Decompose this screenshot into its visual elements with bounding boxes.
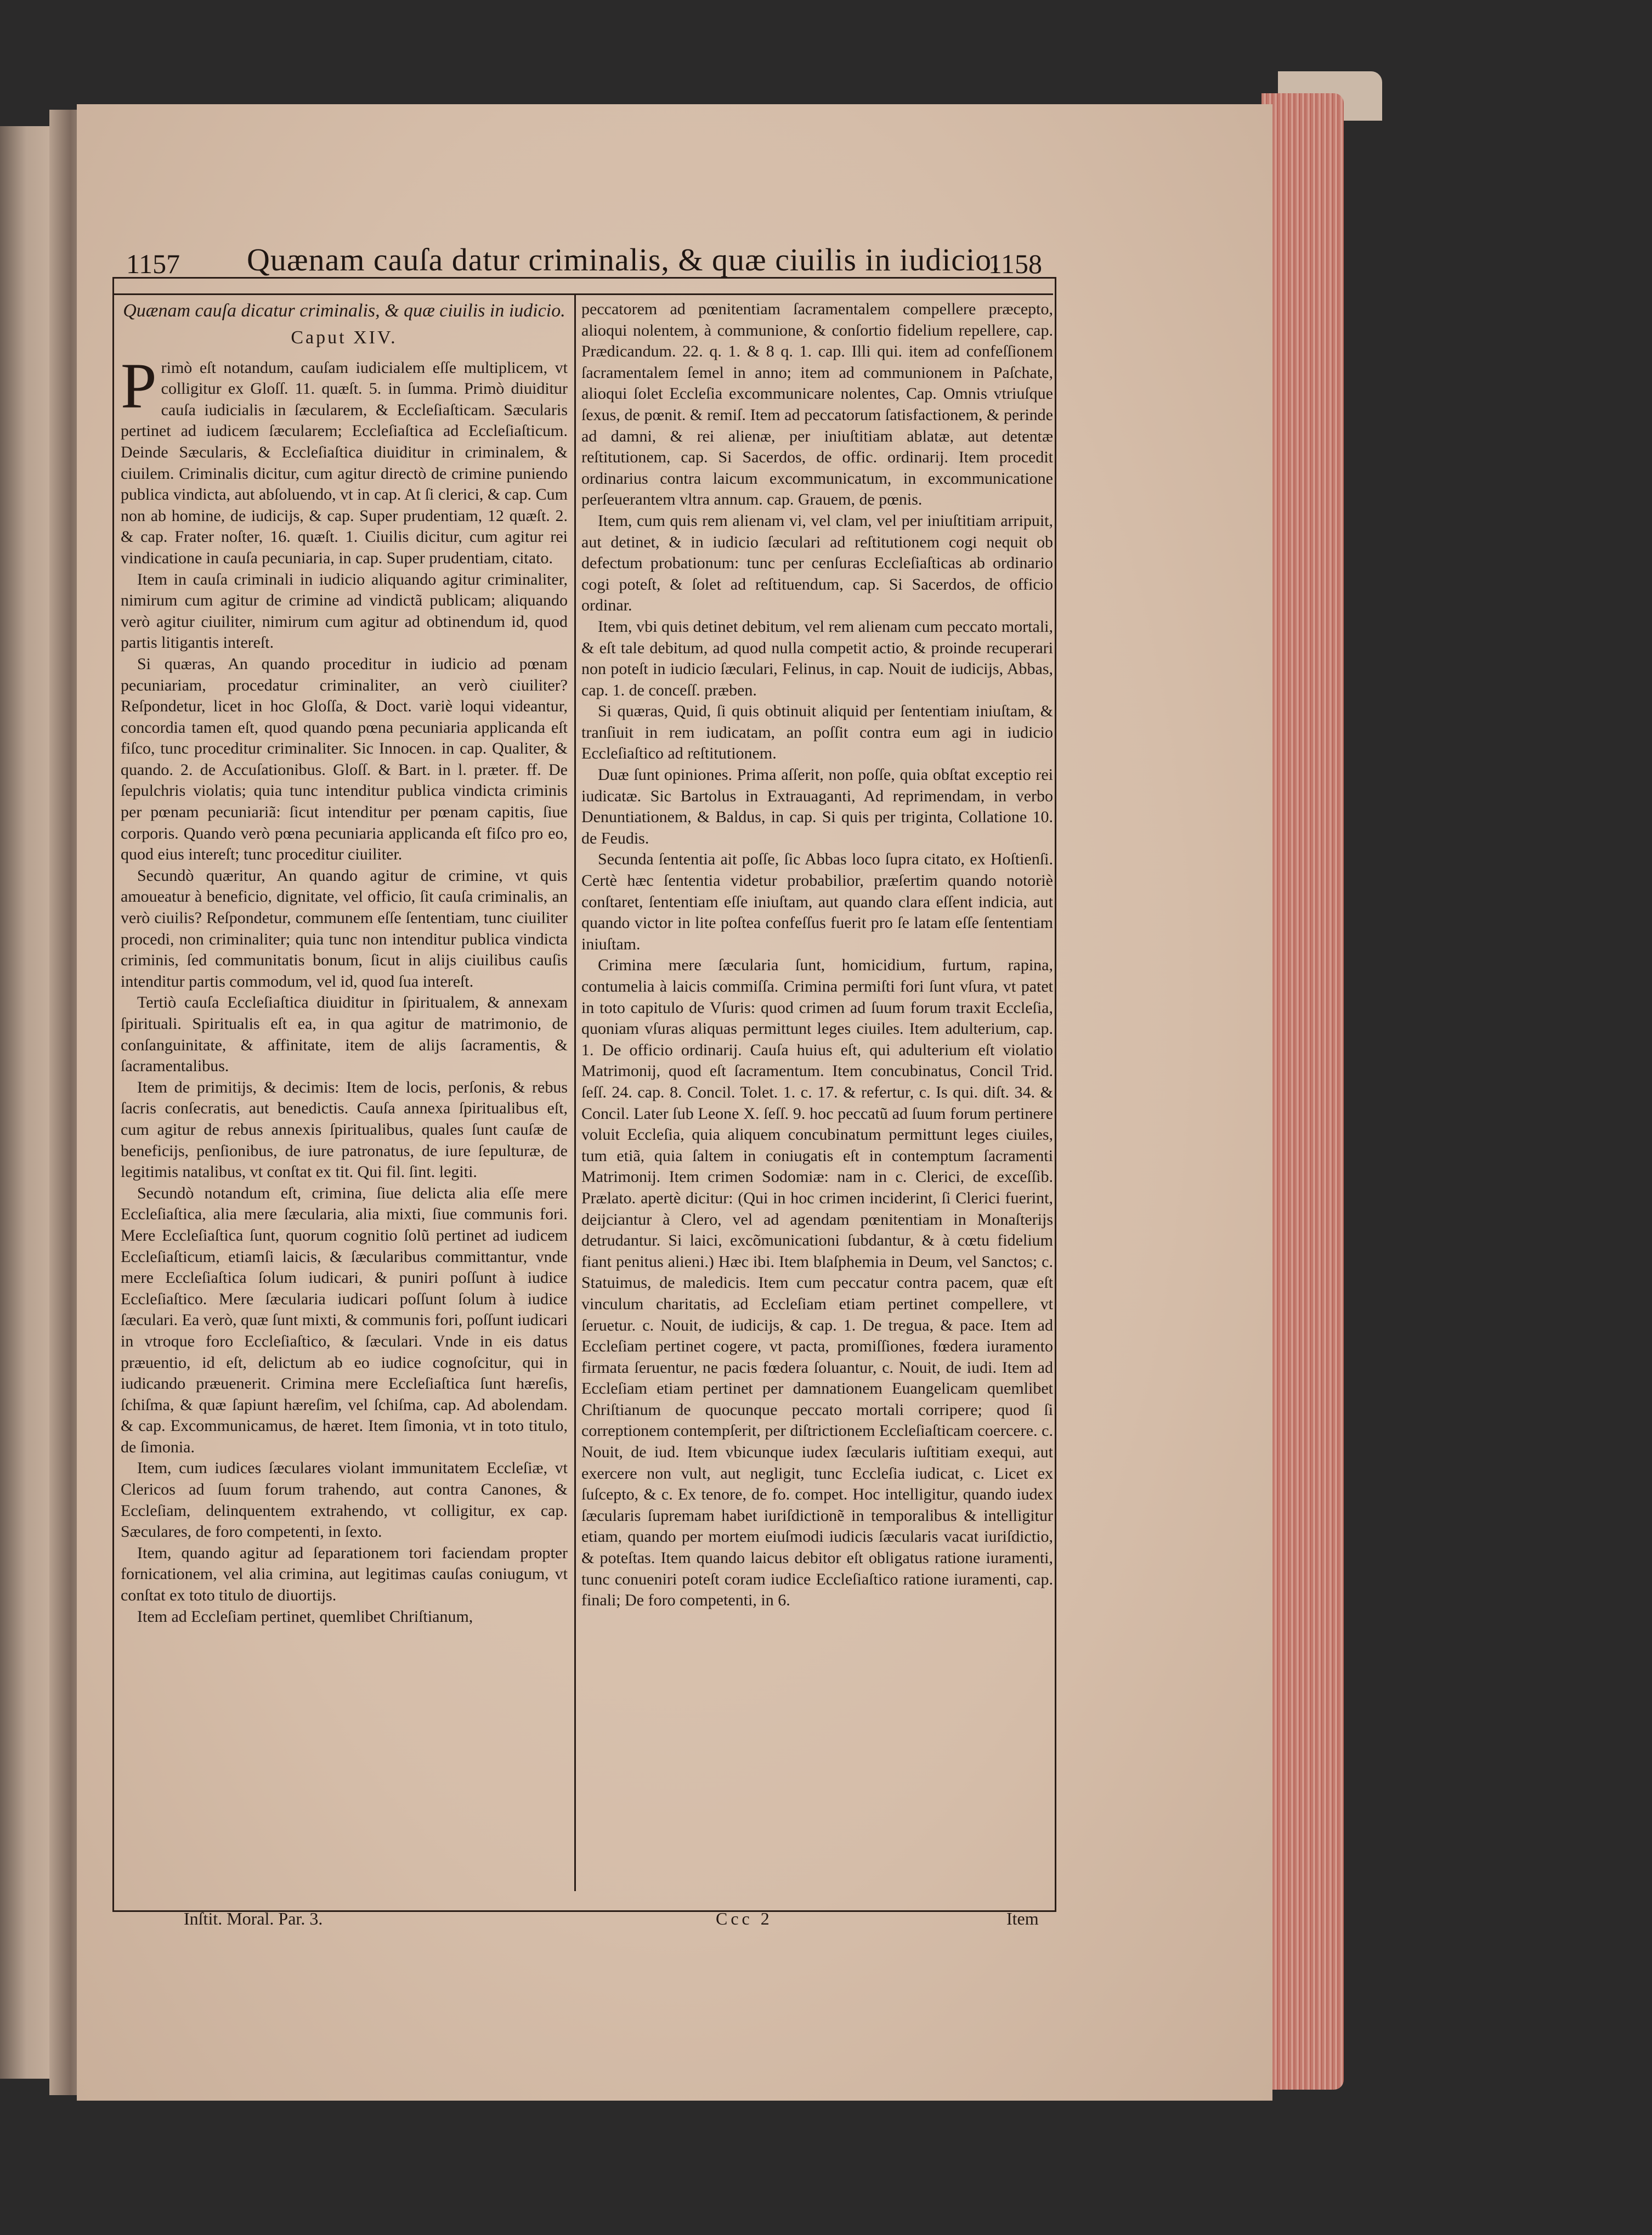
page-number-right: 1158 bbox=[988, 248, 1042, 279]
paragraph: Crimina mere ſæcularia ſunt, homicidium, furtum, rapina, contumelia à laicis commiſſa. Crimina permiſti fori ſunt vſura, vt patet in toto capitulo de Vſuris: quod crimen ad ſuum forum traxit Eccleſia, quoniam vſuras aliquas permittunt leges ciuiles. Item adulterium, cap. 1. De officio ordinarij. Cauſa huius eſt, qui adulterium eſt violatio Matrimonij, quod eſt ſacramentum. Item concubinatus, Concil Trid. ſeſſ. 24. cap. 8. Concil. Tolet. 1. c. 17. & refertur, c. Is qui. diſt. 34. & Concil. Later ſub Leone X. ſeſſ. 9. hoc peccatũ ad ſuum forum pertinere voluit Eccleſia, quia aliquem concubinatum permittunt leges ciuiles, tum etiã, quia ſaltem in coniugatis eſt in contemptum ſacramenti Matrimonij. Item crimen Sodomiæ: nam in c. Clerici, de exceſſib. Prælato. apertè dicitur: (Qui in hoc crimen inciderint, ſi Clerici fuerint, deijciantur à Clero, vel ad agendam pœnitentiam in Monaſterijs detrudantur. Si laici, excõmunicationi ſubdantur, & à cœtu fidelium fiant penitus alieni.) Hæc ibi. Item blaſphemia in Deum, vel Sanctos; c. Statuimus, de maledicis. Item cum peccatur contra pacem, quæ eſt vinculum charitatis, ad Eccleſiam etiam pertinet compellere, vt ſeruetur. c. Nouit, de iudicijs, & cap. 1. De tregua, & pace. Item ad Eccleſiam pertinet cogere, vt pacta, promiſſiones, fœdera iuramento firmata ſeruentur, ne pacis fœdera ſoluantur, c. Nouit, de iudi. Item ad Eccleſiam etiam pertinet per damnationem Euangelicam quemlibet Chriſtianum de quocunque peccato mortali corripere; quod ſi correptionem contempſerit, per diſtrictionem Eccleſiaſticam coercere. c. Nouit, de iud. Item vbicunque iudex ſæcularis iuſtitiam exequi, aut exercere non vult, aut negligit, tunc Eccleſia iudicat, c. Licet ex ſuſcepto, & c. Ex tenore, de fo. compet. Hoc intelligitur, quando iudex ſæcularis ſupremam habet iuriſdictionẽ in temporalibus & intelligitur etiam, quando per mortem eiuſmodi iudicis ſæcularis vacat iuriſdictio, & poteſtas. Item quando laicus debitor eſt obligatus ratione iuramenti, tunc conueniri poteſt coram iudice Eccleſiaſtico ratione iuramenti, cap. finali; De foro competenti, in 6. bbox=[581, 956, 1053, 1610]
chapter-number: Caput XIV. bbox=[291, 327, 398, 348]
paragraph: Secundò quæritur, An quando agitur de crimine, vt quis amoueatur à beneficio, dignitate, vel officio, ſit cauſa criminalis, an verò ciuilis? Reſpondetur, communem eſſe ſententiam, tunc ciuiliter procedi, non criminaliter; quia tunc non intenditur publica vindicta criminis, ſed communitatis bonum, ſicut in alijs ciuilibus cauſis intenditur partis commodum, vel id, quod ſua intereſt. bbox=[121, 866, 568, 991]
paragraph: Item in cauſa criminali in iudicio aliquando agitur criminaliter, nimirum cum agitur de crimine ad vindictã publicam; aliquando verò agitur ciuiliter, nimirum cum agitur ad obtinendum id, quod partis litigantis intereſt. bbox=[121, 570, 568, 652]
paragraph: Item de primitijs, & decimis: Item de locis, perſonis, & rebus ſacris conſecratis, aut benedictis. Cauſa annexa ſpiritualibus eſt, cum agitur de rebus annexis ſpiritualibus, quales ſunt cauſæ de beneficijs, penſionibus, de iure patronatus, de iure ſepulturæ, de legitimis natalibus, vt conſtat ex tit. Qui fil. ſint. legiti. bbox=[121, 1078, 568, 1181]
running-header bbox=[121, 241, 1053, 291]
paragraph: Item, vbi quis detinet debitum, vel rem alienam cum peccato mortali, & eſt tale debitum, ad quod nulla competit actio, & proinde recuperari non poteſt in iudicio ſæculari, Felinus, in cap. Nouit de iudicijs, Abbas, cap. 1. de conceſſ. præben. bbox=[581, 617, 1053, 699]
paragraph: Item, cum iudices ſæculares violant immunitatem Eccleſiæ, vt Clericos ad ſuum forum trahendo, aut contra Canones, & Eccleſiam, delinquentem extrahendo, vt colligitur, ex cap. Sæculares, de foro competenti, in ſexto. bbox=[121, 1459, 568, 1541]
column-divider bbox=[574, 295, 576, 1891]
paragraph: Secunda ſententia ait poſſe, ſic Abbas loco ſupra citato, ex Hoſtienſi. Certè hæc ſententia videtur probabilior, præſertim quando notoriè conſtaret, ſententiam eſſe iniuſtam, aut quando clara eſſent indicia, aut quando victor in lite poſtea confeſſus fuerit pro ſe latam eſſe ſententiam iniuſtam. bbox=[581, 850, 1053, 953]
paragraph: Item, quando agitur ad ſeparationem tori faciendam propter fornicationem, vel alia crimina, aut legitimas cauſas coniugum, vt conſtat ex toto titulo de diuortijs. bbox=[121, 1543, 568, 1605]
page-edges bbox=[1261, 93, 1344, 2090]
paragraph: Si quæras, An quando proceditur in iudicio ad pœnam pecuniariam, procedatur criminaliter, an verò ciuiliter? Reſpondetur, licet in hoc Gloſſa, & Doct. variè loqui videantur, concordia tamen eſt, quod quando pœna pecuniaria applicanda eſt fiſco, tunc proceditur criminaliter. Sic Innocen. in cap. Qualiter, & quando. 2. de Accuſationibus. Gloſſ. & Bart. in l. præter. ff. De ſepulchris violatis; quia tunc intenditur publica vindicta criminis per pœnam pecuniariã: ſicut intenditur per pœnam capitis, ſiue corporis. Quando verò pœna pecuniaria applicanda eſt fiſco pro eo, quod eius intereſt; tunc proceditur ciuiliter. bbox=[121, 654, 568, 864]
paragraph: Item ad Eccleſiam pertinet, quemlibet Chriſtianum, bbox=[137, 1607, 473, 1626]
paragraph: Item, cum quis rem alienam vi, vel clam, vel per iniuſtitiam arripuit, aut detinet, & in iudicio ſæculari ad reſtitutionem cogi nequit ob defectum probationum: tunc per cenſuras Eccleſiaſticas ab ordinario cogi poteſt, & ſolet ad reſtituendum, cap. Si Sacerdos, de officio ordinar. bbox=[581, 511, 1053, 615]
paragraph: peccatorem ad pœnitentiam ſacramentalem compellere præcepto, alioqui nolentem, à communione, & conſortio fidelium repellere, cap. Prædicandum. 22. q. 1. & 8 q. 1. cap. Illi qui. item ad confeſſionem ſacramentalem ſemel in anno; item ad communionem in Paſchate, alioqui ſolet Eccleſia excommunicare nolentes, Cap. Omnis vtriuſque ſexus, de pœnit. & remiſ. Item ad peccatorum ſatisfactionem, & perinde ad damni, & rei alienæ, per iniuſtitiam ablatæ, aut detentæ reſtitutionem, cap. Si Sacerdos, de offic. ordinarij. Item procedit ordinarius contra laicum excommunicatum, in excommunicatione perſeuerantem vltra annum. cap. Grauem, de pœnis. bbox=[581, 300, 1053, 509]
paragraph: Tertiò cauſa Eccleſiaſtica diuiditur in ſpiritualem, & annexam ſpirituali. Spiritualis eſt ea, in qua agitur de matrimonio, de conſanguinitate, & affinitate, item de alijs ſacramentis, & ſacramentalibus. bbox=[121, 993, 568, 1076]
page-number-left: 1157 bbox=[126, 248, 180, 279]
running-title: Quænam cauſa datur criminalis, & quæ ciuilis in iudicio. bbox=[247, 242, 1000, 278]
right-column bbox=[581, 299, 1053, 1611]
left-column bbox=[121, 299, 568, 1627]
paragraph: Secundò notandum eſt, crimina, ſiue delicta alia eſſe mere Eccleſiaſtica, alia mere ſæcularia, alia mixti, ſiue communis fori. Mere Eccleſiaſtica ſunt, quorum cognitio ſolũ pertinet ad iudicem Eccleſiaſticum, etiamſi laicis, & ſæcularibus committantur, vnde mere Eccleſiaſtica ſolum iudicari, & puniri poſſunt à iudice Eccleſiaſtico. Mere ſæcularia iudicari poſſunt ſolum à iudice ſæculari. Ea verò, quæ ſunt mixti, & communis fori, poſſunt iudicari in vtroque foro Eccleſiaſtico, & ſæculari. Vnde in eis datus præuentio, id eſt, delictum ab eo iudice cognoſcitur, qui in iudicando præuenerit. Crimina mere Eccleſiaſtica ſunt hæreſis, ſchiſma, & quæ ſapiunt hæreſim, vel ſchiſma, cap. Ad abolendam. & cap. Excommunicamus, de hæret. Item ſimonia, vt in toto titulo, de ſimonia. bbox=[121, 1184, 568, 1456]
signature-mark: Ccc 2 bbox=[716, 1909, 773, 1928]
drop-cap: P bbox=[121, 349, 157, 422]
paragraph-text: rimò eſt notandum, cauſam iudicialem eſſe multiplicem, vt colligitur ex Gloſſ. 11. quæſt. 5. in ſumma. Primò diuiditur cauſa iudicialis in ſæcularem, & Eccleſiaſticam. Sæcularis pertinet ad iudicem ſæcularem; Eccleſiaſtica ad Eccleſiaſticum. Deinde Sæcularis, & Eccleſiaſtica diuiditur in criminalem, & ciuilem. Criminalis dicitur, cum agitur directò de crimine puniendo publica vindicta, aut abſoluendo, vt in cap. At ſi clerici, & cap. Cum non ab homine, de iudicijs, & cap. Super prudentiam, 12 quæſt. 2. & cap. Frater noſter, 16. quæſt. 1. Ciuilis dicitur, cum agitur rei vindicatione in cauſa pecuniaria, in cap. Super prudentiam, citato. bbox=[121, 358, 568, 567]
chapter-title: Quænam cauſa dicatur criminalis, & quæ ciuilis in iudicio. bbox=[123, 301, 565, 321]
catchword: Item bbox=[1006, 1909, 1039, 1928]
paragraph: Si quæras, Quid, ſi quis obtinuit aliquid per ſententiam iniuſtam, & tranſiuit in rem iudicatam, an poſſit contra eum agi in iudicio Eccleſiaſtico ad reſtitutionem. bbox=[581, 702, 1053, 763]
paragraph bbox=[121, 349, 568, 569]
footer-book-title: Inſtit. Moral. Par. 3. bbox=[184, 1909, 323, 1928]
paragraph: Duæ ſunt opiniones. Prima aſſerit, non poſſe, quia obſtat exceptio rei iudicatæ. Sic Bartolus in Extrauaganti, Ad reprimendam, in verbo Denuntiationem, & Baldus, in cap. Si quis per triginta, Collatione 10. de Feudis. bbox=[581, 766, 1053, 847]
header-rule bbox=[112, 293, 1053, 295]
